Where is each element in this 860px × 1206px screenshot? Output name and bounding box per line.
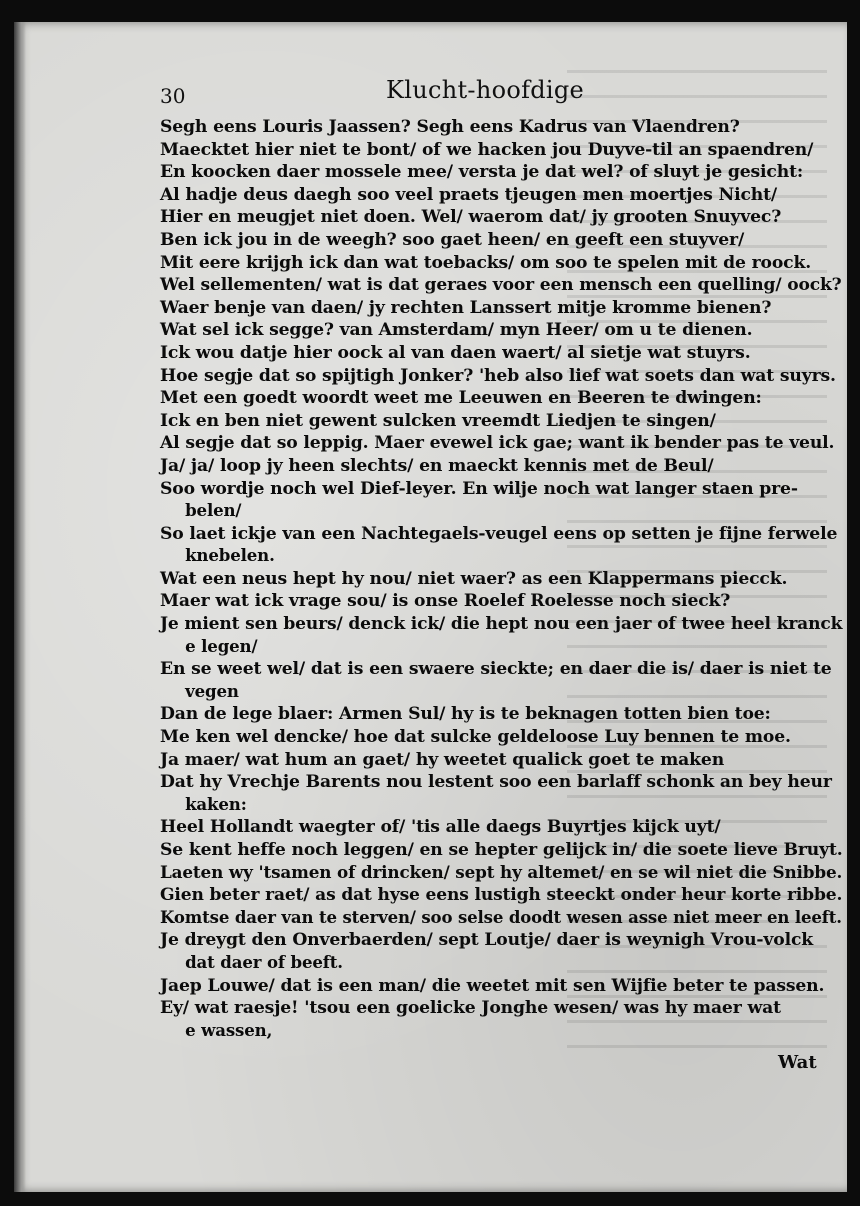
- verse-line: Laeten wy 'tsamen of drincken/ sept hy altemet/ en se wil niet die Snibbe.: [160, 862, 843, 883]
- verse-line: Komtse daer van te sterven/ soo selse doodt wesen asse niet meer en leeft.: [160, 907, 842, 928]
- verse-line: Met een goedt woordt weet me Leeuwen en Beeren te dwingen:: [160, 388, 762, 409]
- page-gutter-shadow: [14, 22, 26, 1192]
- verse-line: Waer benje van daen/ jy rechten Lanssert mitje kromme bienen?: [160, 297, 772, 318]
- verse-line: Ja/ ja/ loop jy heen slechts/ en maeckt kennis met de Beul/: [160, 455, 714, 476]
- verse-line-continuation: knebelen.: [185, 546, 275, 567]
- verse-line: Mit eere krijgh ick dan wat toebacks/ om soo te spelen mit de roock.: [160, 252, 812, 273]
- verse-line: Wel sellementen/ wat is dat geraes voor een mensch een quelling/ oock?: [160, 275, 842, 296]
- verse-line: Dan de lege blaer: Armen Sul/ hy is te beknagen totten bien toe:: [160, 704, 771, 725]
- verse-line: Ick en ben niet gewent sulcken vreemdt Liedjen te singen/: [160, 410, 716, 431]
- running-head: Klucht-hoofdige: [386, 76, 585, 104]
- verse-line: Ben ick jou in de weegh? soo gaet heen/ en geeft een stuyver/: [160, 229, 745, 250]
- verse-line: Al segje dat so leppig. Maer evewel ick gae; want ik bender pas te veul.: [160, 433, 835, 454]
- verse-line: Heel Hollandt waegter of/ 'tis alle daegs Buyrtjes kijck uyt/: [160, 817, 721, 838]
- verse-line: Al hadje deus daegh soo veel praets tjeugen men moertjes Nicht/: [160, 184, 778, 205]
- verse-line: Wat sel ick segge? van Amsterdam/ myn Heer/ om u te dienen.: [160, 320, 753, 341]
- verse-line-continuation: belen/: [185, 501, 242, 522]
- verse-line: Hier en meugjet niet doen. Wel/ waerom dat/ jy grooten Snuyvec?: [160, 207, 782, 228]
- verse-line-continuation: e legen/: [185, 636, 258, 657]
- verse-line: Se kent heffe noch leggen/ en se hepter gelijck in/ die soete lieve Bruyt.: [160, 840, 843, 860]
- verse-line: Ick wou datje hier oock al van daen waert/ al sietje wat stuyrs.: [160, 342, 751, 363]
- verse-line: Hoe segje dat so spijtigh Jonker? 'heb also lief wat soets dan wat suyrs.: [160, 365, 836, 386]
- page-number: 30: [160, 84, 186, 108]
- verse-line: Maecktet hier niet te bont/ of we hacken jou Duyve-til an spaendren/: [160, 139, 814, 160]
- verse-line: En se weet wel/ dat is een swaere sieckte; en daer die is/ daer is niet te: [160, 659, 832, 680]
- verse-line: Ey/ wat raesje! 'tsou een goelicke Jonghe wesen/ was hy maer wat: [160, 998, 781, 1019]
- verse-line-continuation: vegen: [185, 681, 239, 702]
- verse-line: Je mient sen beurs/ denck ick/ die hept nou een jaer of twee heel kranck: [160, 614, 843, 635]
- verse-line: Dat hy Vrechje Barents nou lestent soo een barlaff schonk an bey heur: [160, 772, 832, 793]
- catchword: Wat: [778, 1052, 817, 1073]
- verse-line: En koocken daer mossele mee/ versta je dat wel? of sluyt je gesicht:: [160, 162, 804, 183]
- verse-line: Je dreygt den Onverbaerden/ sept Loutje/ daer is weynigh Vrou-volck: [160, 930, 814, 951]
- verse-line: So laet ickje van een Nachtegaels-veugel eens op setten je fijne ferwele: [160, 523, 838, 544]
- verse-line-continuation: kaken:: [185, 794, 247, 815]
- verse-text-block: [160, 116, 843, 1042]
- verse-line: Gien beter raet/ as dat hyse eens lustigh steeckt onder heur korte ribbe.: [160, 885, 843, 906]
- verse-line-continuation: e wassen,: [185, 1020, 273, 1041]
- verse-line: Soo wordje noch wel Dief-leyer. En wilje noch wat langer staen pre-: [160, 478, 798, 499]
- verse-line: Me ken wel dencke/ hoe dat sulcke geldeloose Luy bennen te moe.: [160, 727, 791, 748]
- verse-line-continuation: dat daer of beeft.: [185, 952, 343, 973]
- verse-line: Maer wat ick vrage sou/ is onse Roelef Roelesse noch sieck?: [160, 591, 731, 612]
- verse-line: Jaep Louwe/ dat is een man/ die weetet mit sen Wijfie beter te passen.: [160, 975, 825, 996]
- verse-line: Wat een neus hept hy nou/ niet waer? as een Klappermans piecck.: [160, 568, 788, 589]
- book-page: [14, 22, 847, 1192]
- verse-line: Ja maer/ wat hum an gaet/ hy weetet qualick goet te maken: [160, 749, 725, 770]
- verse-line: Segh eens Louris Jaassen? Segh eens Kadrus van Vlaendren?: [160, 117, 740, 137]
